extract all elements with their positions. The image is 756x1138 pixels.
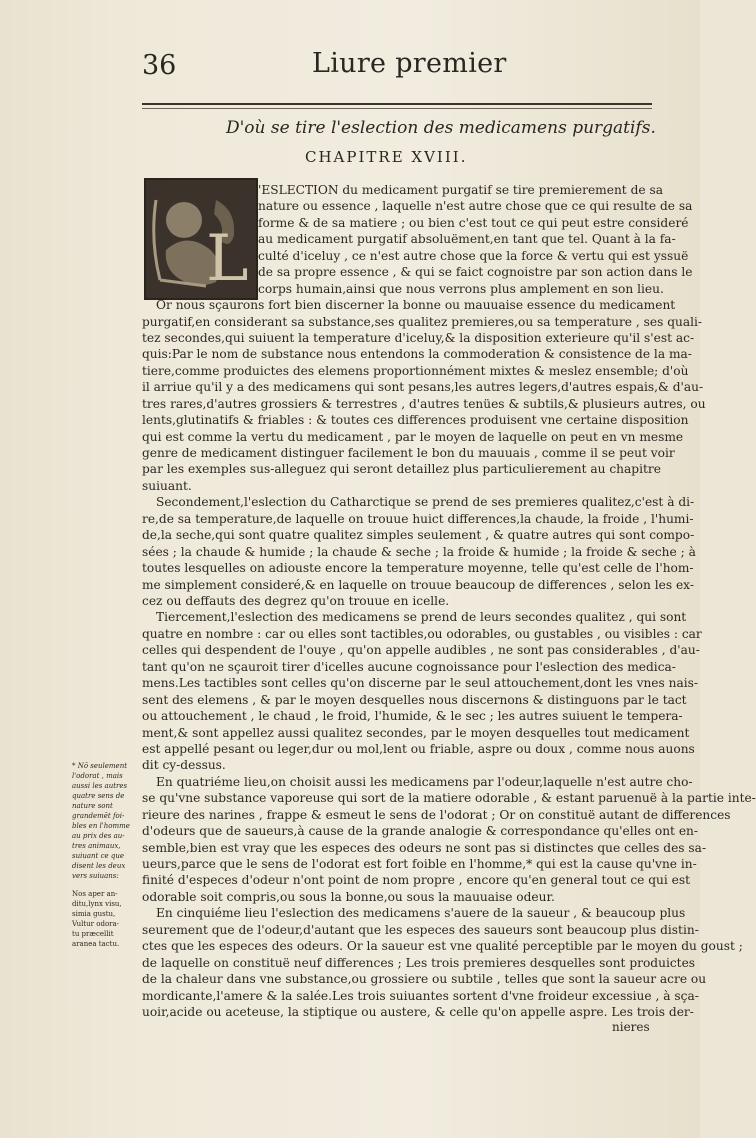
text-line: 'ESLECTION du medicament purgatif se tire premierement de sa [258, 183, 663, 197]
text-line: re,de sa temperature,de laquelle on trouue huict differences,la chaude, la froide , l'humi- [142, 511, 694, 526]
text-line: celles qui despendent de l'ouye , qu'on appelle audibles , ne sont pas considerables , d'au- [142, 643, 700, 658]
text-line: se qu'vne substance vaporeuse qui sort de la matiere odorable , & estant paruenuë à la partie inte- [142, 791, 756, 806]
initial-letter: L [206, 222, 249, 296]
text-line: tiere,comme produictes des elemens proportionnément mixtes & meslez ensemble; d'où [142, 363, 689, 378]
text-line: semble,bien est vray que les especes des odeurs ne sont pas si distinctes que celles des sa- [142, 840, 707, 855]
text-line: En quatriéme lieu,on choisit aussi les medicamens par l'odeur,laquelle n'est autre cho- [156, 774, 693, 789]
decorated-initial [144, 178, 258, 300]
text-line: me simplement consideré,& en laquelle on trouue beaucoup de differences , selon les ex- [142, 577, 694, 592]
text-line: de sa propre essence , & qui se faict cognoistre par son action dans le [258, 265, 693, 280]
chapter-heading: CHAPITRE XVIII. [305, 148, 468, 166]
marginal-note-line: * Nō seulement [72, 762, 128, 770]
text-line: forme & de sa matiere ; ou bien c'est tout ce qui peut estre consideré [258, 215, 689, 230]
text-line: qui est comme la vertu du medicament , par le moyen de laquelle on peut en vn mesme [142, 429, 684, 444]
text-line: mordicante,l'amere & la salée.Les trois suiuantes sortent d'vne froideur excessiue , à sça- [142, 988, 699, 1003]
marginal-note-line: aussi les autres [72, 782, 128, 790]
marginal-note-line: quatre sens de [72, 792, 125, 800]
text-line: lents,glutinatifs & friables : & toutes ces differences produisent vne certaine disposition [142, 413, 689, 428]
text-line: En cinquiéme lieu l'eslection des medicamens s'auere de la saueur , & beaucoup plus [156, 906, 686, 921]
text-line: culté d'iceluy , ce n'est autre chose que la force & vertu qui est yssuë [258, 248, 689, 263]
header-rule-thin [142, 108, 652, 109]
text-line: toutes lesquelles on adiouste encore la temperature moyenne, telle qu'est celle de l'hom- [142, 561, 694, 576]
text-line: nature ou essence , laquelle n'est autre chose que ce qui resulte de sa [258, 199, 693, 214]
text-line: il arriue qu'il y a des medicamens qui sont pesans,les autres legers,d'autres espais,& d'au- [142, 380, 704, 395]
marginal-note-line: nature sont [72, 802, 113, 810]
page-number: 36 [142, 50, 177, 81]
text-line: uoir,acide ou aceteuse, la stiptique ou austere, & celle qu'on appelle aspre. Les trois der- [142, 1005, 694, 1019]
header-rule [142, 103, 652, 105]
text-line: par les exemples sus-alleguez qui seront detaillez plus particulierement au chapitre [142, 462, 661, 477]
text-line: d'odeurs que de saueurs,à cause de la grande analogie & correspondance qu'elles ont en- [142, 824, 699, 839]
text-line: de,la seche,qui sont quatre qualitez simples seulement , & quatre autres qui sont compo- [142, 528, 695, 543]
marginal-note-line: tres animaux, [72, 842, 121, 850]
text-line: finité d'especes d'odeur n'ont point de nom propre , encore qu'en general tout ce qui est [142, 873, 691, 888]
marginal-note-line: bles en l'homme [72, 822, 130, 830]
text-line: ueurs,parce que le sens de l'odorat est fort foible en l'homme,* qui est la cause qu'vne in- [142, 857, 697, 872]
marginal-note-line: simia gustu, [72, 910, 116, 918]
marginal-note-line: Nos aper an- [72, 890, 118, 898]
text-line: sent des elemens , & par le moyen desquelles nous discernons & distinguons par le tact [142, 692, 687, 707]
text-line: mens.Les tactibles sont celles qu'on discerne par le seul attouchement,dont les vnes nais- [142, 676, 699, 691]
marginal-note-line: vers suiuans: [72, 872, 119, 880]
text-line: Or nous sçaurons fort bien discerner la bonne ou mauuaise essence du medicament [156, 298, 676, 313]
text-line: Secondement,l'eslection du Catharctique se prend de ses premieres qualitez,c'est à di- [156, 495, 695, 510]
marginal-note-line: disent les deux [72, 862, 126, 870]
text-line: de laquelle on constituë neuf differences ; Les trois premieres desquelles sont produictes [142, 955, 696, 970]
text-line: purgatif,en considerant sa substance,ses qualitez premieres,ou sa temperature , ses quali- [142, 314, 703, 329]
text-line: ment,& sont appellez aussi qualitez secondes, par le moyen desquelles tout medicament [142, 725, 690, 740]
text-line: sées ; la chaude & humide ; la chaude & seche ; la froide & humide ; la froide & seche ; à [142, 544, 696, 559]
text-line: rieure des narines , frappe & esmeut le sens de l'odorat ; Or on constituë autant de differences [142, 807, 731, 822]
text-line: ou attouchement , le chaud , le froid, l'humide, & le sec ; les autres suiuent le tempera- [142, 709, 683, 724]
running-head: Liure premier [312, 48, 507, 79]
text-line: odorable soit compris,ou sous la bonne,ou sous la mauuaise odeur. [142, 889, 555, 904]
text-line: corps humain,ainsi que nous verrons plus amplement en son lieu. [258, 281, 664, 296]
marginal-note-line: tu præcellit [72, 930, 114, 938]
text-line: tant qu'on ne sçauroit tirer d'icelles aucune cognoissance pour l'eslection des medica- [142, 659, 676, 674]
text-line: quatre en nombre : car ou elles sont tactibles,ou odorables, ou gustables , ou visibles : car [142, 626, 702, 641]
marginal-note-line: grandemēt foi- [72, 812, 125, 820]
text-line: cez ou deffauts des degrez qu'on trouue en icelle. [142, 594, 450, 608]
chapter-title: D'où se tire l'eslection des medicamens purgatifs. [226, 118, 656, 138]
marginal-note-line: ditu,lynx visu, [72, 900, 122, 908]
text-line: Tiercement,l'eslection des medicamens se prend de leurs secondes qualitez , qui sont [156, 610, 687, 625]
text-line: de la chaleur dans vne substance,ou grossiere ou subtile , telles que sont la saueur acre ou [142, 972, 707, 987]
text-line: suiuant. [142, 478, 192, 493]
text-line: seurement que de l'odeur,d'autant que les especes des saueurs sont beaucoup plus distin- [142, 922, 699, 937]
text-line: tres rares,d'autres grossiers & terrestres , d'autres tenües & subtils,& plusieurs autres, ou [142, 396, 706, 411]
marginal-note-line: au prix des au- [72, 832, 125, 840]
catchword: nieres [612, 1020, 650, 1034]
marginal-note-line: l'odorat , mais [72, 772, 123, 780]
text-line: ctes que les especes des odeurs. Or la saueur est vne qualité perceptible par le moyen du goust ; [142, 939, 743, 954]
text-line: quis:Par le nom de substance nous entendons la commoderation & consistence de la ma- [142, 347, 692, 362]
text-line: tez secondes,qui suiuent la temperature d'iceluy,& la disposition exterieure qu'il s'est ac- [142, 330, 695, 345]
text-line: genre de medicament distinguer facilement le bon du mauuais , comme il se peut voir [142, 446, 675, 461]
marginal-note-line: Vultur odora- [72, 920, 120, 928]
text-line: dit cy-dessus. [142, 758, 226, 773]
marginal-note-line: suiuant ce que [72, 852, 124, 860]
text-line: au medicament purgatif absoluëment,en tant que tel. Quant à la fa- [258, 232, 676, 247]
decorated-initial-image [146, 180, 256, 298]
marginal-note-line: aranea tactu. [72, 940, 120, 948]
text-line: est appellé pesant ou leger,dur ou mol,lent ou friable, aspre ou doux , comme nous auons [142, 741, 695, 756]
